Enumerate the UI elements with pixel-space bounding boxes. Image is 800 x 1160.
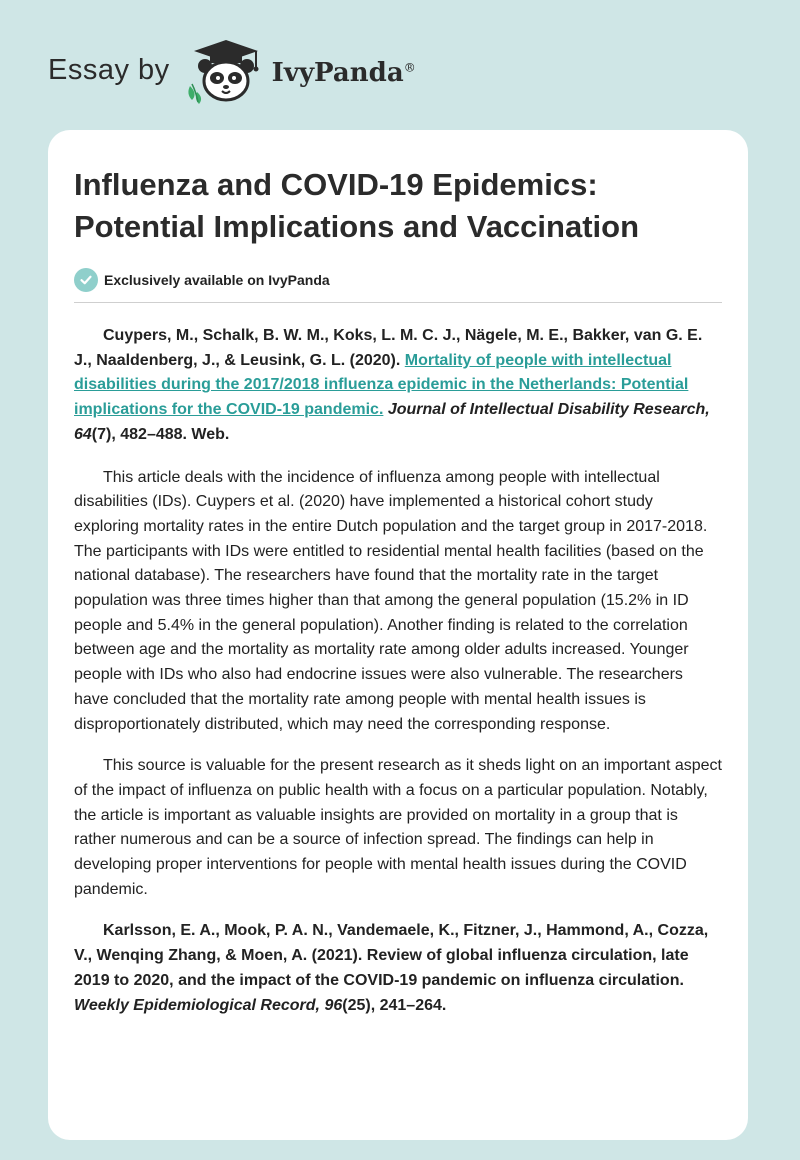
ref1-journal: Journal of Intellectual Disability Research, 64 bbox=[74, 401, 710, 443]
summary-paragraph: This article deals with the incidence of influenza among people with intellectual disabilities (IDs). Cuypers et al. (2020) have implemented a historical cohort study exploring mortality rates in the entire Dutch population and the target group in 2017-2018. The participants with IDs were entitled to residential mental health facilities (based on the national database). The researchers have found that the mortality rate in the target population was three times higher than that among the general population (15.2% in ID people and 5.4% in the general population). Another finding is related to the correlation between age and the mortality as mortality rate among older adults increased. Younger people with IDs who also had endocrine issues were also vulnerable. The researchers have concluded that the mortality rate among people with mental health issues is disproportionately distributed, which may need the corresponding response. bbox=[74, 468, 708, 733]
brand-name: IvyPanda® bbox=[271, 58, 416, 88]
ref1-authors: Cuypers, M., Schalk, B. W. M., Koks, L. M. C. J., Nägele, M. E., Bakker, van G. E. J., Naaldenberg, J., & Leusink, G. L. (2020). bbox=[74, 327, 703, 369]
exclusive-badge bbox=[74, 267, 722, 293]
brand-prefix: Essay by bbox=[48, 53, 170, 86]
brand-header bbox=[48, 36, 416, 106]
evaluation-paragraph: This source is valuable for the present research as it sheds light on an important aspect of the impact of influenza on public health with a focus on a particular population. Notably, the article is important as valuable insights are provided on mortality in a group that is rather numerous and can be a source of infection spread. The findings can help in developing proper interventions for people with mental health issues during the COVID pandemic. bbox=[74, 757, 722, 898]
exclusive-badge-text: Exclusively available on IvyPanda bbox=[104, 272, 330, 288]
ref2-tail: (25), 241–264. bbox=[342, 996, 447, 1014]
reference-cuypers bbox=[74, 324, 722, 448]
ref2-text: Karlsson, E. A., Mook, P. A. N., Vandemaele, K., Fitzner, J., Hammond, A., Cozza, V., Wenqing Zhang, & Moen, A. (2021). Review of global influenza circulation, late 2019 to 2020, and the impact of the COVID-19 pandemic on influenza circulation. bbox=[74, 922, 709, 989]
registered-mark: ® bbox=[403, 60, 416, 75]
essay-card bbox=[48, 130, 748, 1140]
essay-title: Influenza and COVID-19 Epidemics: Potential Implications and Vaccination bbox=[74, 167, 640, 244]
ref1-tail: (7), 482–488. Web. bbox=[91, 425, 230, 443]
ref1-link[interactable]: Mortality of people with intellectual disabilities during the 2017/2018 influenza epidemic in the Netherlands: Potential implications for the COVID-19 pandemic. bbox=[74, 351, 689, 419]
ref2-journal: Weekly Epidemiological Record, 96 bbox=[74, 996, 343, 1014]
divider bbox=[74, 302, 722, 303]
check-icon bbox=[74, 268, 98, 292]
panda-logo-icon bbox=[184, 36, 268, 106]
reference-karlsson bbox=[74, 919, 722, 1018]
